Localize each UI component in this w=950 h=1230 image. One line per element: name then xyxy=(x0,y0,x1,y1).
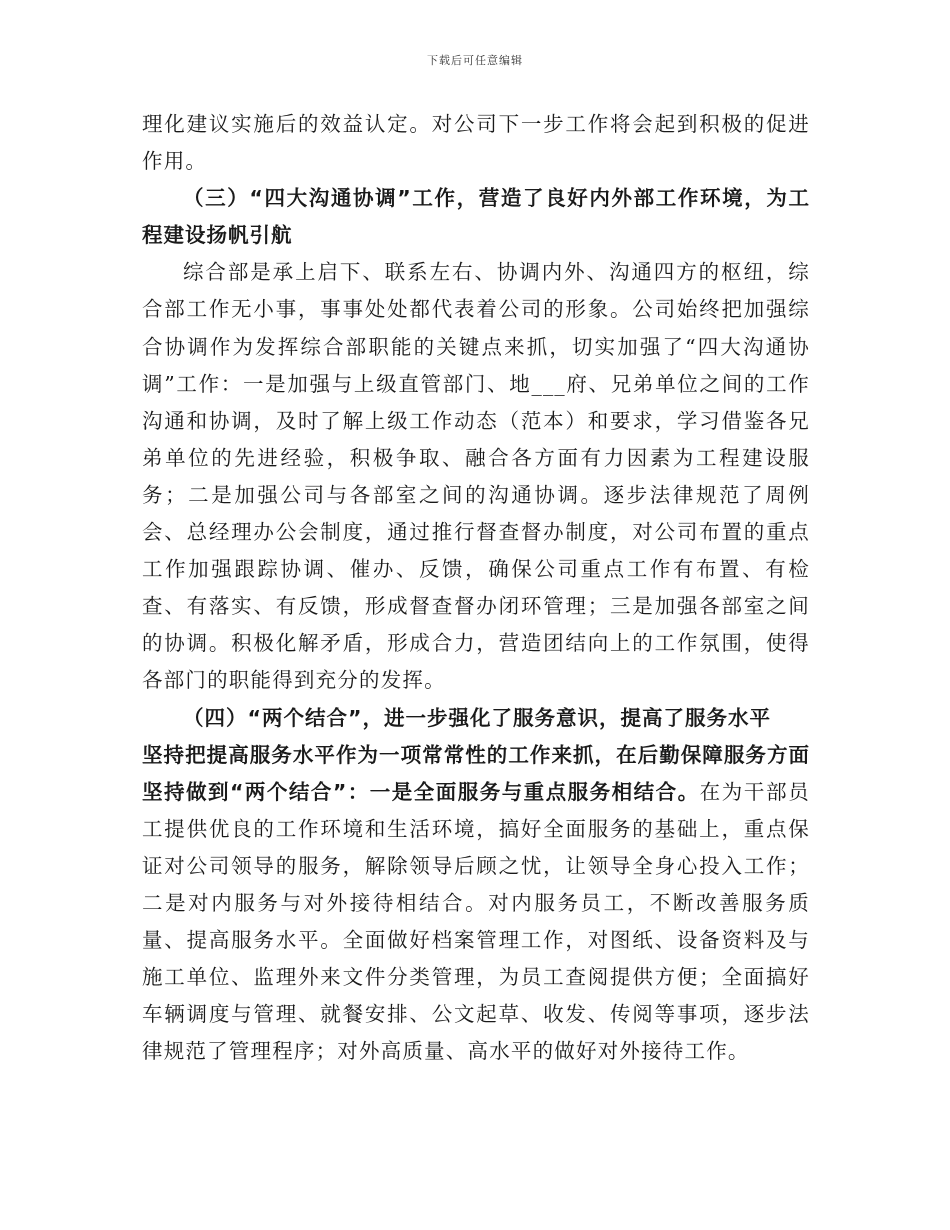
page-header: 下载后可任意编辑 xyxy=(427,54,523,67)
paragraph-service-rest: 在为干部员工提供优良的工作环境和生活环境，搞好全面服务的基础上，重点保证对公司领导的服务，解除领导后顾之忧，让领导全身心投入工作；二是对内服务与对外接待相结合。对内服务员工，不断改善服务质量、提高服务水平。全面做好档案管理工作，对图纸、设备资料及与施工单位、监理外来文件分类管理，为员工查阅提供方便；全面搞好车辆调度与管理、就餐安排、公文起草、收发、传阅等事项，逐步法律规范了管理程序；对外高质量、高水平的做好对外接待工作。 xyxy=(142,779,811,1064)
document-body xyxy=(142,106,810,1070)
paragraph-service xyxy=(142,737,810,1071)
section-heading-four: （四）“两个结合”，进一步强化了服务意识，提高了服务水平 xyxy=(183,705,771,730)
paragraph-service-bold-lead: 坚持把提高服务水平作为一项常常性的工作来抓，在后勤保障服务方面坚持做到“两个结合”：一是全面服务与重点服务相结合。 xyxy=(142,742,810,804)
paragraph-continuation: 理化建议实施后的效益认定。对公司下一步工作将会起到积极的促进作用。 xyxy=(142,112,810,174)
paragraph-communication: 综合部是承上启下、联系左右、协调内外、沟通四方的枢纽，综合部工作无小事，事事处处都代表着公司的形象。公司始终把加强综合协调作为发挥综合部职能的关键点来抓，切实加强了“四大沟通协调”工作：一是加强与上级直管部门、地___府、兄弟单位之间的工作沟通和协调，及时了解上级工作动态（范本）和要求，学习借鉴各兄弟单位的先进经验，积极争取、融合各方面有力因素为工程建设服务；二是加强公司与各部室之间的沟通协调。逐步法律规范了周例会、总经理办公会制度，通过推行督查督办制度，对公司布置的重点工作加强跟踪协调、催办、反馈，确保公司重点工作有布置、有检查、有落实、有反馈，形成督查督办闭环管理；三是加强各部室之间的协调。积极化解矛盾，形成合力，营造团结向上的工作氛围，使得各部门的职能得到充分的发挥。 xyxy=(142,260,810,693)
section-heading-three: （三）“四大沟通协调”工作，营造了良好内外部工作环境，为工程建设扬帆引航 xyxy=(142,186,810,248)
